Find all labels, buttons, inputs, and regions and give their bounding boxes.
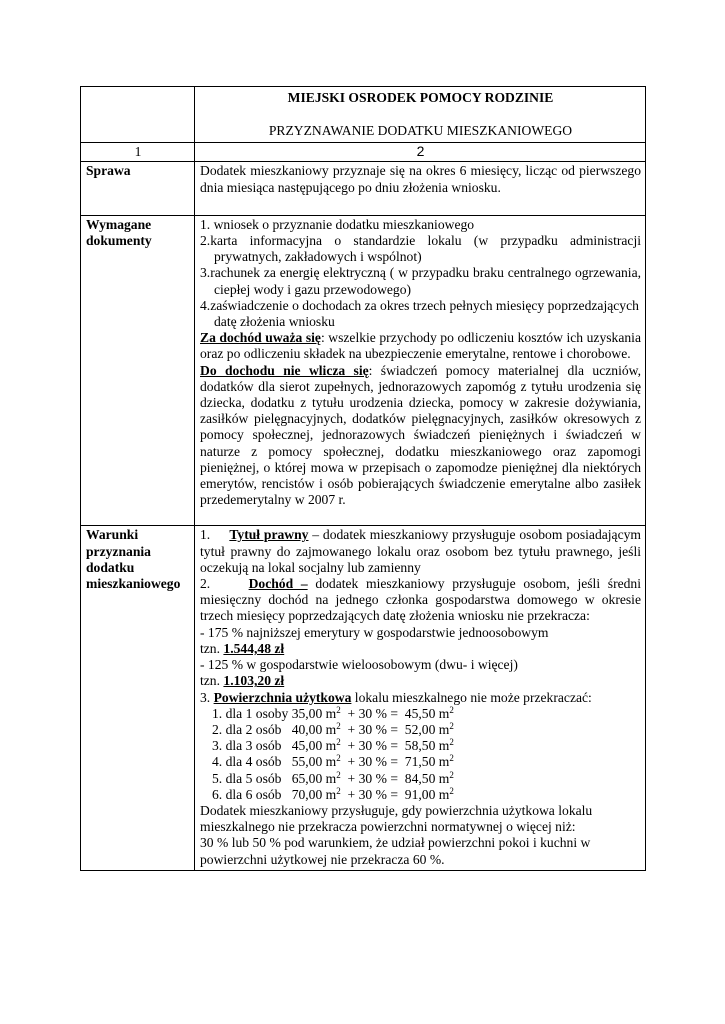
area-row-total: 58,50 m <box>404 738 450 754</box>
area-row-who: 6. dla 6 osób <box>212 786 282 802</box>
area-row-sup: 2 <box>449 753 454 764</box>
condition-2-label: Dochód – <box>248 576 308 592</box>
area-row-sup: 2 <box>449 704 454 715</box>
income-limit-single: - 175 % najniższej emerytury w gospodarstwie jednoosobowym <box>200 624 549 640</box>
row-dokumenty <box>81 215 646 526</box>
area-row-total: 71,50 m <box>404 754 450 770</box>
area-row-base: 45,00 m <box>291 738 337 754</box>
condition-3-label: Powierzchnia użytkowa <box>213 689 352 705</box>
income-definition-text: : wszelkie przychody po odliczeniu kosztów ich uzyskania oraz po odliczeniu składek na ubezpieczenie emerytalne, rentowe i chorobowe. <box>200 330 641 362</box>
area-row-who: 2. dla 2 osób <box>212 721 282 737</box>
area-row-plus: + 30 % = <box>347 754 398 770</box>
area-row <box>212 754 641 770</box>
condition-1-label: Tytuł prawny <box>229 527 309 543</box>
area-row-total: 45,50 m <box>404 705 450 721</box>
area-row-total: 84,50 m <box>404 770 450 786</box>
area-row-plus: + 30 % = <box>347 705 398 721</box>
area-row-base: 35,00 m <box>291 705 337 721</box>
condition-1-number: 1. <box>200 527 211 543</box>
document-subtitle: PRZYZNAWANIE DODATKU MIESZKANIOWEGO <box>268 123 573 139</box>
document-item-2: 2.karta informacyjna o standardzie lokalu (w przypadku administracji prywatnych, zakładowych i wspólnot) <box>200 233 641 265</box>
header-row <box>81 87 646 143</box>
header-cell <box>195 87 646 143</box>
area-row-who: 3. dla 3 osób <box>212 738 282 754</box>
condition-legal-title <box>200 527 641 576</box>
area-row-who: 5. dla 5 osób <box>212 770 282 786</box>
info-table <box>80 86 646 871</box>
document-item-3: 3.rachunek za energię elektryczną ( w przypadku braku centralnego ogrzewania, ciepłej wody i gazu przewodowego) <box>200 265 641 297</box>
area-row-sup: 2 <box>336 704 341 715</box>
label-sprawa: Sprawa <box>81 162 195 215</box>
column-number-2: 2 <box>195 143 646 162</box>
area-row <box>212 738 641 754</box>
condition-3-text: lokalu mieszkalnego nie może przekraczać: <box>351 689 592 705</box>
area-row-sup: 2 <box>449 785 454 796</box>
office-title: MIEJSKI OSRODEK POMOCY RODZINIE <box>287 90 554 105</box>
row-sprawa <box>81 162 646 215</box>
area-row-base: 55,00 m <box>291 754 337 770</box>
condition-3-number: 3. <box>200 689 214 705</box>
area-row <box>212 771 641 787</box>
area-row-sup: 2 <box>449 737 454 748</box>
area-row-sup: 2 <box>336 769 341 780</box>
area-row-plus: + 30 % = <box>347 770 398 786</box>
income-definition-label: Za dochód uważa się <box>200 330 321 346</box>
income-limit-multi-amount <box>200 673 641 689</box>
income-limit-multi-value: 1.103,20 zł <box>223 673 285 689</box>
column-number-row <box>81 143 646 162</box>
area-row-base: 70,00 m <box>291 786 337 802</box>
area-row-sup: 2 <box>449 720 454 731</box>
area-row-who: 1. dla 1 osoby <box>212 705 289 721</box>
condition-1-text: – dodatek mieszkaniowy przysługuje osobom posiadającym tytuł prawny do zajmowanego lokalu oraz osobom bez tytułu prawnego, jeśli oczekują na lokal socjalny lub zamienny <box>200 527 641 575</box>
label-dokumenty: Wymagane dokumenty <box>81 215 195 526</box>
area-list <box>212 706 641 803</box>
area-row-base: 65,00 m <box>291 770 337 786</box>
area-row-sup: 2 <box>336 785 341 796</box>
income-exclusions-text: : świadczeń pomocy materialnej dla uczniów, dodatków dla sierot zupełnych, jednorazowych zapomóg z tytułu urodzenia się dziecka, dodatku z tytułu urodzenia dziecka, pomocy w zakresie dożywiania, zasiłków pielęgnacyjnych, dodatków pielęgnacyjnych, zasiłków okresowych z pomocy społecznej, jednorazowych świadczeń pieniężnych i świadczeń w naturze z pomocy społecznej, dodatku mieszkaniowego oraz zapomogi pieniężnej, o której mowa w przepisach o zapomodze pieniężnej dla niektórych emerytów, rencistów i osób pobierających świadczenie emerytalne albo zasiłek przedemerytalny w 2007 r. <box>200 362 641 508</box>
area-row-total: 52,00 m <box>404 721 450 737</box>
text-dokumenty <box>195 215 646 526</box>
area-row <box>212 787 641 803</box>
condition-area <box>200 690 641 706</box>
condition-2-text: dodatek mieszkaniowy przysługuje osobom, jeśli średni miesięczny dochód na jednego członka gospodarstwa domowego w okresie trzech miesięcy poprzedzających datę złożenia wniosku nie przekracza: <box>200 576 641 624</box>
area-row-base: 40,00 m <box>291 721 337 737</box>
tzn-label-2: tzn. <box>200 673 224 689</box>
condition-income <box>200 576 641 625</box>
income-exclusions <box>200 363 641 524</box>
area-row-sup: 2 <box>336 753 341 764</box>
label-warunki: Warunki przyznania dodatku mieszkaniowego <box>81 526 195 870</box>
area-closing-1: Dodatek mieszkaniowy przysługuje, gdy powierzchnia użytkowa lokalu mieszkalnego nie przekracza powierzchni normatywnej o więcej niż: <box>200 802 593 835</box>
area-row-sup: 2 <box>449 769 454 780</box>
area-row-plus: + 30 % = <box>347 786 398 802</box>
area-row-sup: 2 <box>336 720 341 731</box>
document-item-1: 1. wniosek o przyznanie dodatku mieszkaniowego <box>200 216 475 232</box>
text-sprawa <box>195 162 646 215</box>
income-limit-single-value: 1.544,48 zł <box>223 640 285 656</box>
income-exclusions-label: Do dochodu nie wlicza się <box>200 362 369 378</box>
area-row <box>212 722 641 738</box>
tzn-label-1: tzn. <box>200 640 224 656</box>
income-limit-multi: - 125 % w gospodarstwie wieloosobowym (dwu- i więcej) <box>200 657 518 673</box>
area-row-plus: + 30 % = <box>347 738 398 754</box>
text-warunki <box>195 526 646 870</box>
row-warunki <box>81 526 646 870</box>
area-row-sup: 2 <box>336 737 341 748</box>
header-empty-cell <box>81 87 195 143</box>
area-row-total: 91,00 m <box>404 786 450 802</box>
income-definition <box>200 330 641 362</box>
condition-2-number: 2. <box>200 576 211 592</box>
area-row-plus: + 30 % = <box>347 721 398 737</box>
income-limit-single-amount <box>200 641 641 657</box>
sprawa-text: Dodatek mieszkaniowy przyznaje się na okres 6 miesięcy, licząc od pierwszego dnia miesiąca następującego po dniu złożenia wniosku. <box>200 163 641 195</box>
column-number-1: 1 <box>81 143 195 162</box>
area-row <box>212 706 641 722</box>
area-closing-2: 30 % lub 50 % pod warunkiem, że udział powierzchni pokoi i kuchni w powierzchni użytkowej nie przekracza 60 %. <box>200 835 591 867</box>
document-item-4: 4.zaświadczenie o dochodach za okres trzech pełnych miesięcy poprzedzających datę złożenia wniosku <box>200 297 639 330</box>
area-row-who: 4. dla 4 osób <box>212 754 282 770</box>
